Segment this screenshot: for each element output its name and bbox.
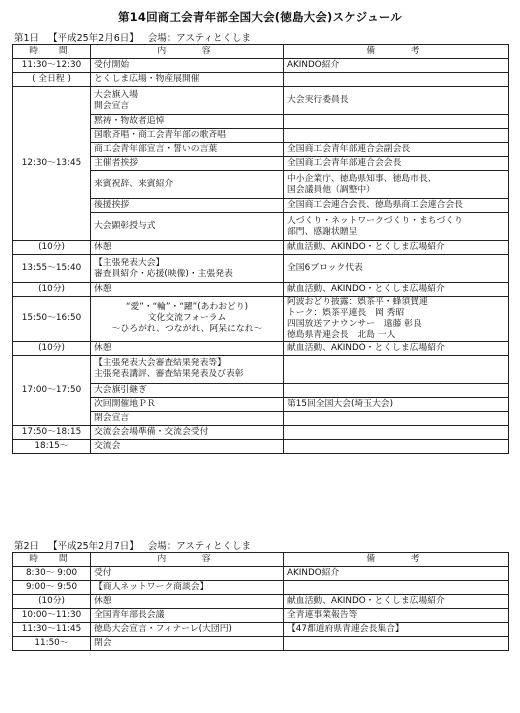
table-row (13, 609, 509, 623)
table-header-row (13, 45, 509, 59)
time-cell: 8:30～ 9:00 (13, 567, 91, 581)
table-row (13, 581, 509, 595)
time-cell: 11:30～11:45 (13, 623, 91, 637)
note-cell (284, 355, 509, 383)
header-time: 時 間 (13, 553, 91, 567)
table-row (13, 73, 509, 87)
content-cell: 休憩 (91, 283, 284, 297)
table-row (13, 59, 509, 73)
note-cell (284, 411, 509, 425)
day1-header (14, 30, 257, 44)
note-cell: 【47都道府県青連会長集合】 (284, 623, 509, 637)
note-cell: 阿波おどり披露：娯茶平・蜂須賀連 トーク：娯茶平連長 岡 秀昭 四国放送アナウンサー 遠藤 彰良 徳島県青連会長 北島 一人 (284, 297, 509, 342)
header-note: 備 考 (284, 45, 509, 59)
note-cell: 大会実行委員長 (284, 87, 509, 115)
day2-header (14, 538, 257, 552)
day1-schedule-table (12, 44, 509, 454)
content-cell: 受付 (91, 567, 284, 581)
note-cell: 全青連事業報告等 (284, 609, 509, 623)
note-cell: AKINDO紹介 (284, 567, 509, 581)
time-cell: 17:00～17:50 (13, 355, 91, 425)
note-cell (284, 115, 509, 129)
day1-date: 【平成25年2月6日】 (48, 33, 139, 44)
note-cell: 全国商工会青年部連合会会長 (284, 157, 509, 171)
content-cell: 商工会青年部宣言・誓いの言葉 (91, 143, 284, 157)
note-cell: AKINDO紹介 (284, 59, 509, 73)
day1-venue: 会場：アスティとくしま (147, 33, 251, 44)
table-row (13, 637, 509, 651)
note-cell: 献血活動、AKINDO・とくしま広場紹介 (284, 595, 509, 609)
content-cell: 大会旗引継ぎ (91, 383, 284, 397)
content-cell: 次回開催地ＰＲ (91, 397, 284, 411)
time-cell: 11:50～ (13, 637, 91, 651)
content-cell: 黙祷・物故者追悼 (91, 115, 284, 129)
time-cell: (10分) (13, 341, 91, 355)
header-note: 備 考 (284, 553, 509, 567)
content-cell: 交流会 (91, 439, 284, 453)
content-cell: 来賓祝辞、来賓紹介 (91, 171, 284, 199)
note-cell: 全国6ブロック代表 (284, 255, 509, 283)
content-cell: 休憩 (91, 241, 284, 255)
table-row (13, 439, 509, 453)
time-cell: 12:30～13:45 (13, 87, 91, 241)
content-cell: 国歌斉唱・商工会青年部の歌斉唱 (91, 129, 284, 143)
table-row (13, 297, 509, 342)
table-row (13, 87, 509, 115)
content-cell: 閉会 (91, 637, 284, 651)
note-cell (284, 425, 509, 439)
table-row (13, 425, 509, 439)
content-cell: 【主張発表大会】 審査員紹介・応援(映像)・主張発表 (91, 255, 284, 283)
note-cell: 第15回全国大会(埼玉大会) (284, 397, 509, 411)
table-header-row (13, 553, 509, 567)
header-content: 内 容 (91, 553, 284, 567)
note-cell (284, 637, 509, 651)
note-cell (284, 439, 509, 453)
table-row (13, 567, 509, 581)
note-cell: 献血活動、AKINDO・とくしま広場紹介 (284, 341, 509, 355)
time-cell: 18:15～ (13, 439, 91, 453)
content-cell: 受付開始 (91, 59, 284, 73)
content-cell: 休憩 (91, 341, 284, 355)
day2-venue: 会場：アスティとくしま (147, 541, 251, 552)
note-cell: 全国商工会連合会長、徳島県商工会連合会長 (284, 199, 509, 213)
content-cell: “愛”・“輪”・“躍”(あわおどり) 文化交流フォーラム ～ひろがれ、つながれ、阿呆になれ～ (91, 297, 284, 342)
table-row (13, 241, 509, 255)
content-cell: 徳島大会宣言・フィナーレ(大団円) (91, 623, 284, 637)
time-cell: 10:00～11:30 (13, 609, 91, 623)
note-cell: 人づくり・ネットワークづくり・まちづくり 部門、感謝状贈呈 (284, 213, 509, 241)
note-cell: 全国商工会青年部連合会副会長 (284, 143, 509, 157)
content-cell: 主催者挨拶 (91, 157, 284, 171)
content-cell: 交流会会場準備・交流会受付 (91, 425, 284, 439)
table-row (13, 355, 509, 383)
time-cell: (10分) (13, 241, 91, 255)
note-cell: 献血活動、AKINDO・とくしま広場紹介 (284, 283, 509, 297)
table-row (13, 283, 509, 297)
day2-label: 第2日 (14, 541, 40, 552)
content-cell: 後援挨拶 (91, 199, 284, 213)
table-row (13, 255, 509, 283)
header-time: 時 間 (13, 45, 91, 59)
time-cell: (10分) (13, 283, 91, 297)
table-row (13, 341, 509, 355)
content-cell: 全国青年部長会議 (91, 609, 284, 623)
note-cell: 献血活動、AKINDO・とくしま広場紹介 (284, 241, 509, 255)
note-cell: 中小企業庁、徳島県知事、徳島市長、 国会議員他（調整中） (284, 171, 509, 199)
page-title: 第14回商工会青年部全国大会(徳島大会)スケジュール (117, 10, 403, 24)
time-cell: ( 全日程 ) (13, 73, 91, 87)
content-cell: 閉会宣言 (91, 411, 284, 425)
table-row (13, 623, 509, 637)
time-cell: 9:00～ 9:50 (13, 581, 91, 595)
content-cell: 休憩 (91, 595, 284, 609)
day2-date: 【平成25年2月7日】 (48, 541, 139, 552)
time-cell: 11:30～12:30 (13, 59, 91, 73)
content-cell: 【主張発表大会審査結果発表等】 主張発表講評、審査結果発表及び表彰 (91, 355, 284, 383)
time-cell: (10分) (13, 595, 91, 609)
content-cell: 大会旗入場 開会宣言 (91, 87, 284, 115)
content-cell: とくしま広場・物産展開催 (91, 73, 284, 87)
note-cell (284, 73, 509, 87)
time-cell: 13:55～15:40 (13, 255, 91, 283)
time-cell: 17:50～18:15 (13, 425, 91, 439)
time-cell: 15:50～16:50 (13, 297, 91, 342)
table-row (13, 595, 509, 609)
note-cell (284, 581, 509, 595)
content-cell: 大会顕彰授与式 (91, 213, 284, 241)
day2-schedule-table (12, 552, 509, 651)
content-cell: 【商人ネットワーク商談会】 (91, 581, 284, 595)
header-content: 内 容 (91, 45, 284, 59)
note-cell (284, 383, 509, 397)
day1-label: 第1日 (14, 33, 40, 44)
note-cell (284, 129, 509, 143)
